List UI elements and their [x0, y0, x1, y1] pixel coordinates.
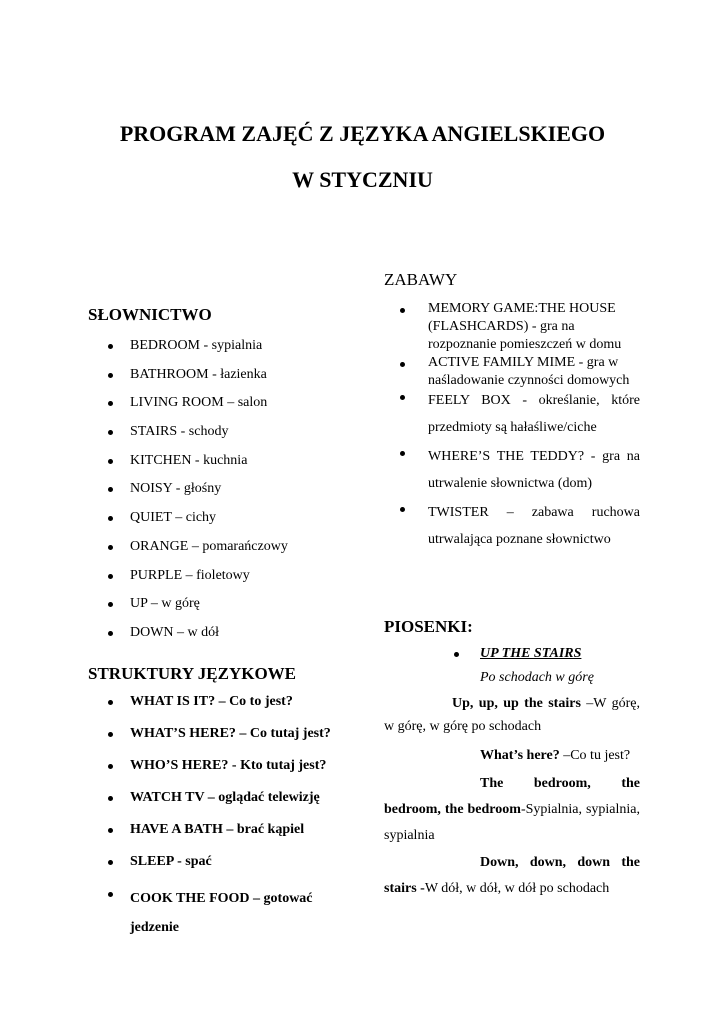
list-item: COOK THE FOOD – gotować jedzenie	[88, 884, 358, 942]
list-item: WATCH TV – oglądać telewizję	[88, 788, 358, 814]
song-verse	[384, 692, 640, 738]
list-item: PURPLE – fioletowy	[88, 566, 358, 595]
structures-list	[88, 692, 358, 942]
list-item: NOISY - głośny	[88, 479, 358, 508]
list-item: WHAT’S HERE? – Co tutaj jest?	[88, 724, 358, 750]
structures-section	[88, 664, 358, 948]
games-list	[384, 300, 640, 553]
list-item: MEMORY GAME:THE HOUSE (FLASHCARDS) - gra na rozpoznanie pomieszczeń w domu	[384, 300, 640, 354]
songs-heading: PIOSENKI:	[384, 617, 473, 636]
bullet-icon	[454, 652, 459, 657]
verse-pl: W dół, w dół, w dół po schodach	[424, 881, 610, 896]
song-verse	[384, 744, 640, 767]
song-block	[384, 643, 640, 902]
verse-pl: –W górę, w górę, w górę po schodach	[384, 696, 640, 734]
structures-heading: STRUKTURY JĘZYKOWE	[88, 664, 297, 683]
song-subtitle: Po schodach w górę	[480, 670, 594, 685]
song-verse	[384, 771, 640, 849]
list-item: KITCHEN - kuchnia	[88, 451, 358, 480]
list-item: HAVE A BATH – brać kąpiel	[88, 820, 358, 846]
page-title-line1: PROGRAM ZAJĘĆ Z JĘZYKA ANGIELSKIEGO	[119, 121, 606, 146]
verse-en: Down, down, down the stairs -	[384, 855, 640, 896]
verse-pl: –Co tu jest?	[559, 748, 631, 763]
verse-en: What’s here?	[480, 748, 560, 763]
list-item: TWISTER – zabawa ruchowa utrwalająca poznane słownictwo	[384, 499, 640, 553]
games-section	[384, 270, 640, 553]
list-item: WHAT IS IT? – Co to jest?	[88, 692, 358, 718]
list-item: UP – w górę	[88, 594, 358, 623]
list-item: WHERE’S THE TEDDY? - gra na utrwalenie słownictwa (dom)	[384, 443, 640, 497]
song-verse	[384, 850, 640, 902]
games-heading: ZABAWY	[384, 270, 458, 289]
verse-en: Up, up, up the stairs	[452, 696, 581, 711]
list-item: FEELY BOX - określanie, które przedmioty są hałaśliwe/ciche	[384, 387, 640, 441]
list-item: BATHROOM - łazienka	[88, 365, 358, 394]
list-item: DOWN – w dół	[88, 623, 358, 652]
list-item: ACTIVE FAMILY MIME - gra w naśladowanie czynności domowych	[384, 354, 640, 390]
vocab-section	[88, 305, 358, 652]
list-item: SLEEP - spać	[88, 852, 358, 878]
list-item: WHO’S HERE? - Kto tutaj jest?	[88, 756, 358, 782]
vocab-list	[88, 336, 358, 652]
list-item: BEDROOM - sypialnia	[88, 336, 358, 365]
list-item: QUIET – cichy	[88, 508, 358, 537]
songs-section	[384, 617, 640, 902]
list-item: LIVING ROOM – salon	[88, 393, 358, 422]
list-item: STAIRS - schody	[88, 422, 358, 451]
list-item: ORANGE – pomarańczowy	[88, 537, 358, 566]
verse-en: The bedroom, the bedroom, the bedroom	[384, 776, 640, 817]
vocab-heading: SŁOWNICTWO	[88, 305, 212, 324]
verse-pl: -Sypialnia, sypialnia, sypialnia	[384, 802, 641, 843]
page-title-line2: W STYCZNIU	[292, 167, 433, 192]
song-title: UP THE STAIRS	[480, 646, 582, 661]
